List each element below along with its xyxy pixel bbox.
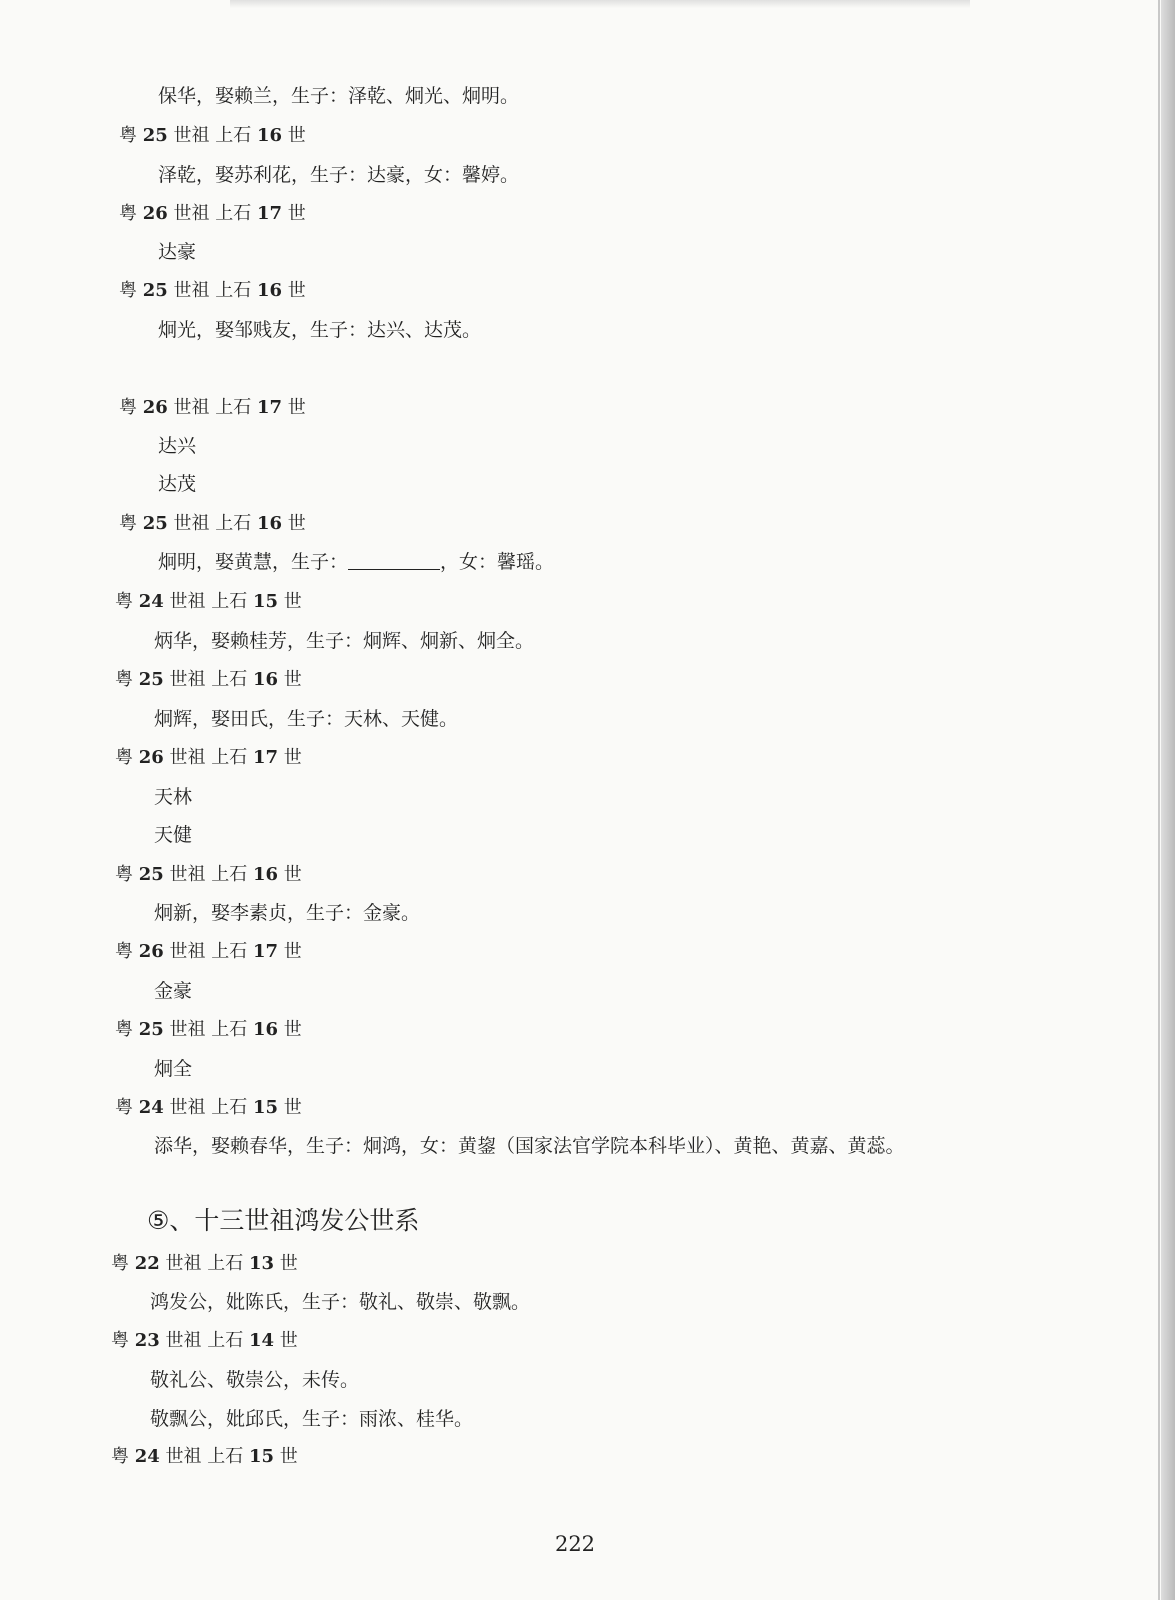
person-entry: 泽乾，娶苏利花，生子：达豪，女：馨婷。 [158, 164, 520, 186]
section-heading: ⑤、十三世祖鸿发公世系 [147, 1206, 420, 1235]
person-entry: 达豪 [158, 241, 197, 263]
generation-heading [111, 1445, 298, 1469]
generation-number: 25 [138, 669, 164, 690]
branch-generation-title: 世 [283, 941, 302, 962]
generation-number: 25 [138, 1019, 164, 1040]
person-entry: 保华，娶赖兰，生子：泽乾、炯光、炯明。 [158, 85, 520, 107]
generation-heading [115, 1096, 302, 1120]
person-entry: 炯新，娶李素贞，生子：金豪。 [154, 902, 421, 924]
generation-heading [111, 1329, 298, 1353]
generation-heading [119, 396, 306, 420]
person-entry-text: 炯明，娶黄慧，生子： [158, 551, 349, 573]
person-entry-text: ，女：馨瑶。 [440, 551, 555, 573]
scan-smudge [230, 0, 970, 8]
generation-region: 粤 [115, 864, 133, 885]
generation-title: 世祖 [173, 513, 210, 534]
generation-number: 25 [142, 280, 168, 301]
person-entry: 达兴 [158, 435, 197, 457]
branch-name: 上石 [211, 941, 248, 962]
generation-region: 粤 [111, 1330, 129, 1351]
generation-title: 世祖 [165, 1330, 202, 1351]
generation-heading [119, 512, 306, 536]
generation-number: 22 [134, 1253, 160, 1274]
generation-number: 26 [142, 203, 168, 224]
branch-generation-title: 世 [283, 1097, 302, 1118]
person-entry [158, 550, 554, 574]
branch-name: 上石 [207, 1330, 244, 1351]
branch-generation-number: 17 [253, 747, 279, 768]
branch-generation-number: 16 [253, 864, 279, 885]
branch-name: 上石 [211, 747, 248, 768]
generation-title: 世祖 [173, 397, 210, 418]
generation-title: 世祖 [169, 1019, 206, 1040]
generation-title: 世祖 [173, 125, 210, 146]
branch-generation-title: 世 [283, 591, 302, 612]
branch-generation-title: 世 [287, 280, 306, 301]
generation-heading [115, 590, 302, 614]
generation-number: 24 [134, 1446, 160, 1467]
generation-number: 25 [138, 864, 164, 885]
generation-number: 26 [142, 397, 168, 418]
generation-number: 26 [138, 747, 164, 768]
branch-generation-number: 13 [249, 1253, 275, 1274]
generation-title: 世祖 [173, 280, 210, 301]
branch-name: 上石 [207, 1446, 244, 1467]
generation-title: 世祖 [169, 669, 206, 690]
branch-name: 上石 [211, 864, 248, 885]
branch-name: 上石 [207, 1253, 244, 1274]
branch-generation-number: 17 [253, 941, 279, 962]
generation-number: 25 [142, 513, 168, 534]
generation-title: 世祖 [169, 747, 206, 768]
person-entry: 敬飘公，妣邱氏，生子：雨浓、桂华。 [150, 1408, 474, 1430]
person-entry: 金豪 [154, 980, 193, 1002]
branch-generation-number: 16 [253, 669, 279, 690]
generation-region: 粤 [119, 513, 137, 534]
branch-generation-title: 世 [279, 1446, 298, 1467]
generation-region: 粤 [119, 397, 137, 418]
branch-generation-title: 世 [283, 864, 302, 885]
generation-heading [119, 279, 306, 303]
branch-name: 上石 [215, 280, 252, 301]
generation-title: 世祖 [169, 1097, 206, 1118]
branch-generation-title: 世 [287, 397, 306, 418]
generation-heading [119, 202, 306, 226]
generation-number: 25 [142, 125, 168, 146]
branch-generation-number: 17 [257, 397, 283, 418]
branch-generation-number: 16 [257, 125, 283, 146]
generation-region: 粤 [115, 747, 133, 768]
person-entry: 炯辉，娶田氏，生子：天林、天健。 [154, 708, 459, 730]
generation-region: 粤 [115, 1019, 133, 1040]
generation-region: 粤 [115, 941, 133, 962]
branch-name: 上石 [211, 1097, 248, 1118]
branch-generation-title: 世 [279, 1330, 298, 1351]
generation-heading [115, 1018, 302, 1042]
generation-title: 世祖 [165, 1253, 202, 1274]
generation-number: 24 [138, 591, 164, 612]
page-edge-line [1158, 0, 1160, 1600]
branch-generation-number: 17 [257, 203, 283, 224]
branch-name: 上石 [211, 669, 248, 690]
person-entry: 炯光，娶邹贱友，生子：达兴、达茂。 [158, 319, 482, 341]
branch-generation-number: 16 [253, 1019, 279, 1040]
generation-heading [115, 746, 302, 770]
branch-generation-title: 世 [279, 1253, 298, 1274]
person-entry: 鸿发公，妣陈氏，生子：敬礼、敬崇、敬飘。 [150, 1291, 531, 1313]
generation-region: 粤 [111, 1446, 129, 1467]
branch-name: 上石 [215, 125, 252, 146]
generation-region: 粤 [119, 203, 137, 224]
generation-region: 粤 [115, 669, 133, 690]
generation-region: 粤 [111, 1253, 129, 1274]
generation-title: 世祖 [169, 591, 206, 612]
branch-name: 上石 [211, 1019, 248, 1040]
branch-generation-number: 16 [257, 280, 283, 301]
branch-generation-title: 世 [283, 1019, 302, 1040]
branch-generation-number: 15 [249, 1446, 275, 1467]
generation-heading [115, 668, 302, 692]
branch-name: 上石 [215, 397, 252, 418]
generation-heading [111, 1252, 298, 1276]
generation-number: 23 [134, 1330, 160, 1351]
generation-region: 粤 [119, 280, 137, 301]
branch-generation-number: 14 [249, 1330, 275, 1351]
person-entry: 炳华，娶赖桂芳，生子：炯辉、炯新、炯全。 [154, 630, 535, 652]
generation-title: 世祖 [165, 1446, 202, 1467]
branch-generation-number: 16 [257, 513, 283, 534]
person-entry: 天健 [154, 824, 193, 846]
generation-heading [115, 863, 302, 887]
person-entry: 敬礼公、敬崇公，未传。 [150, 1369, 360, 1391]
person-entry: 天林 [154, 786, 193, 808]
page-edge-shadow [1161, 0, 1175, 1600]
branch-name: 上石 [215, 203, 252, 224]
person-entry: 达茂 [158, 473, 197, 495]
branch-generation-title: 世 [283, 669, 302, 690]
page-number: 222 [554, 1532, 596, 1556]
branch-generation-number: 15 [253, 1097, 279, 1118]
generation-number: 24 [138, 1097, 164, 1118]
branch-name: 上石 [215, 513, 252, 534]
branch-generation-number: 15 [253, 591, 279, 612]
generation-region: 粤 [115, 591, 133, 612]
generation-heading [115, 940, 302, 964]
fill-in-blank [348, 551, 440, 570]
branch-generation-title: 世 [283, 747, 302, 768]
generation-number: 26 [138, 941, 164, 962]
branch-generation-title: 世 [287, 203, 306, 224]
generation-region: 粤 [115, 1097, 133, 1118]
branch-name: 上石 [211, 591, 248, 612]
person-entry: 炯全 [154, 1058, 193, 1080]
generation-title: 世祖 [173, 203, 210, 224]
person-entry: 添华，娶赖春华，生子：炯鸿，女：黄鋆（国家法官学院本科毕业）、黄艳、黄嘉、黄蕊。 [154, 1135, 905, 1157]
branch-generation-title: 世 [287, 513, 306, 534]
generation-heading [119, 124, 306, 148]
branch-generation-title: 世 [287, 125, 306, 146]
generation-title: 世祖 [169, 864, 206, 885]
generation-region: 粤 [119, 125, 137, 146]
generation-title: 世祖 [169, 941, 206, 962]
